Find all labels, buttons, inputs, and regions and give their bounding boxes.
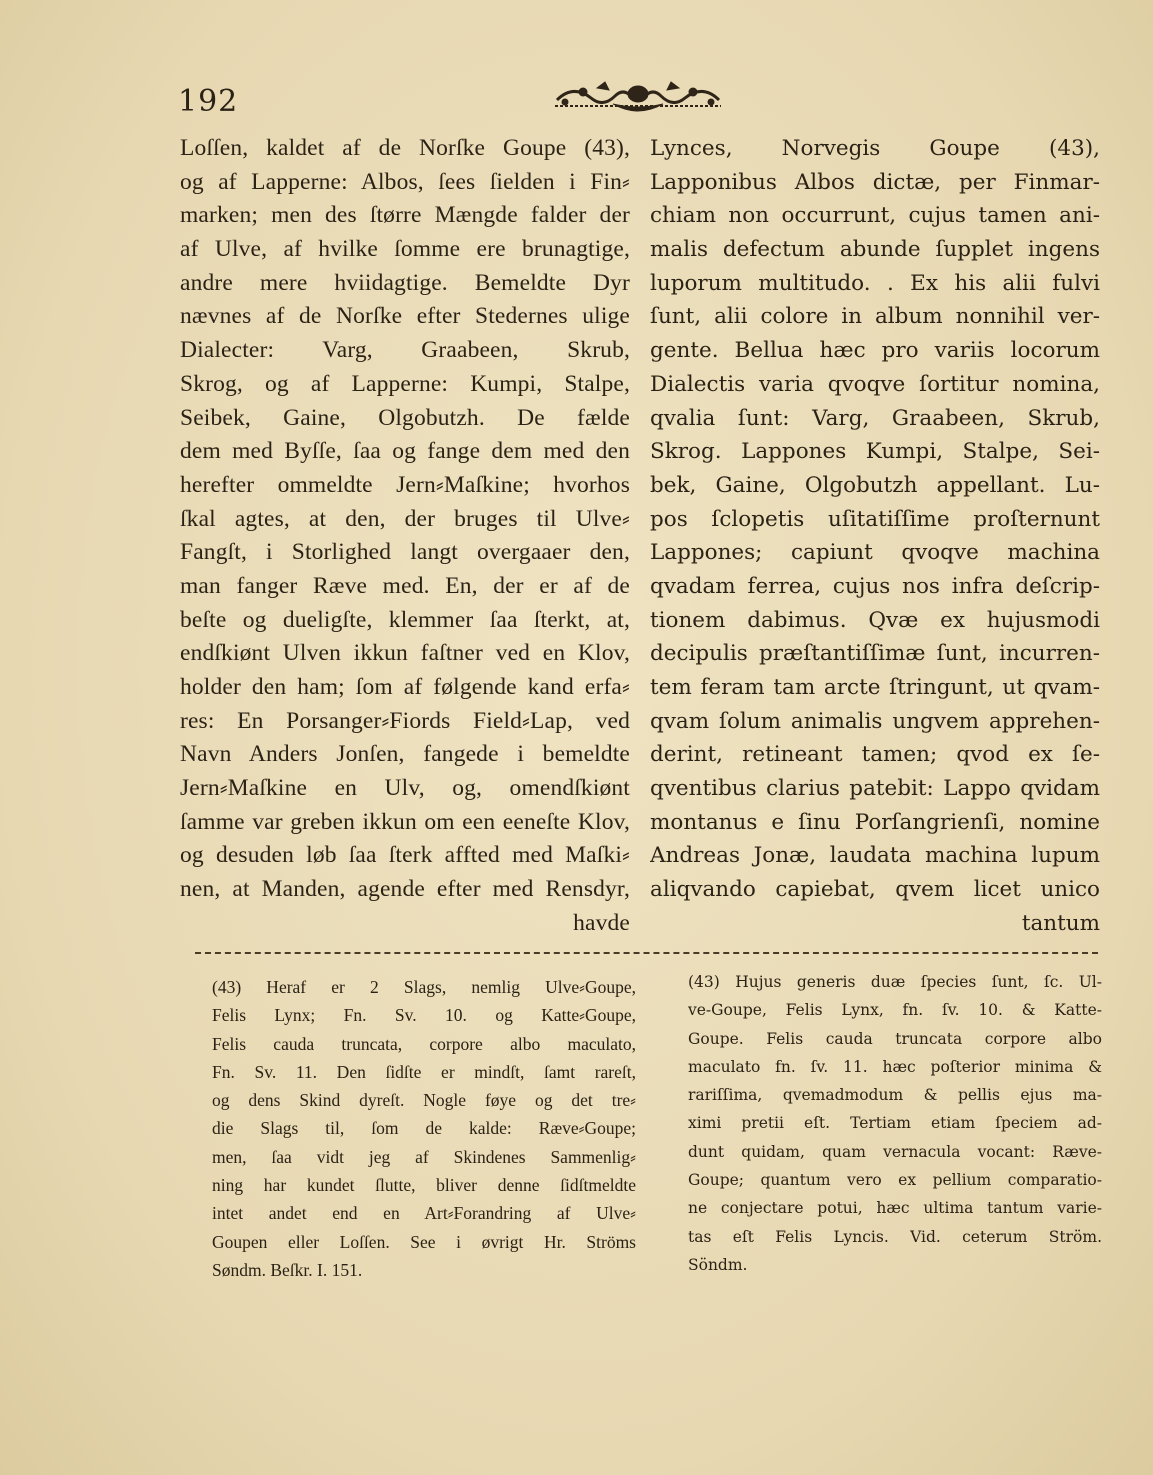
text-line: Lappones; capiunt qvoqve machina — [650, 540, 1100, 566]
text-line: derint, retineant tamen; qvod ex ſe- — [650, 742, 1100, 768]
text-line: Dialecter: Varg, Graabeen, Skrub, — [180, 337, 630, 364]
danish-footnote — [212, 973, 636, 1284]
footnote-line: og dens Skind dyreſt. Nogle føye og det tre⸗ — [212, 1090, 636, 1111]
text-line: dem med Byſſe, ſaa og fange dem med den — [180, 438, 630, 465]
text-line: nævnes af de Norſke efter Stedernes ulige — [180, 303, 630, 330]
catchword: havde — [573, 909, 630, 936]
text-line: ſunt, alii colore in album nonnihil ver- — [650, 304, 1100, 330]
footnote-line: ximi pretii eſt. Tertiam etiam ſpeciem ad- — [688, 1114, 1102, 1133]
text-line: Lapponibus Albos dictæ, per Finmar- — [650, 169, 1100, 195]
text-line: pos ſclopetis uſitatiſſime proſternunt — [650, 506, 1100, 532]
footnote-line: ve-Goupe, Felis Lynx, fn. ſv. 10. & Katte- — [688, 1001, 1102, 1020]
footnote-line: tas eſt Felis Lyncis. Vid. ceterum Ström. — [688, 1227, 1102, 1246]
footnote-line: Felis Lynx; Fn. Sv. 10. og Katte⸗Goupe, — [212, 1005, 636, 1026]
footnote-line: Söndm. — [688, 1255, 748, 1274]
text-line: montanus e ſinu Porſangrienſi, nomine — [650, 809, 1100, 835]
text-line: luporum multitudo. . Ex his alii fulvi — [650, 270, 1100, 296]
text-line: og desuden løb ſaa ſterk affted med Maſki⸗ — [180, 842, 630, 869]
text-line: tem feram tam arcte ſtringunt, ut qvam- — [650, 675, 1100, 700]
text-line: Loſſen, kaldet af de Norſke Goupe (43), — [180, 135, 630, 161]
footnote-line: men, ſaa vidt jeg af Skindenes Sammenlig⸗ — [212, 1146, 636, 1167]
text-line: ſkal agtes, at den, der bruges til Ulve⸗ — [180, 505, 630, 532]
text-line: qventibus clarius patebit: Lappo qvidam — [650, 776, 1100, 802]
text-line: herefter ommeldte Jern⸗Maſkine; hvorhos — [180, 471, 630, 498]
text-line: qvadam ferrea, cujus nos infra deſcrip- — [650, 573, 1100, 599]
text-line: Dialectis varia qvoqve ſortitur nomina, — [650, 371, 1100, 397]
text-line: holder den ham; ſom af følgende kand erfa⸗ — [180, 674, 630, 700]
text-line: Skrog. Lappones Kumpi, Stalpe, Sei- — [650, 439, 1100, 465]
footnote-line: dunt quidam, quam vernacula vocant: Ræve- — [688, 1142, 1102, 1161]
text-line: malis defectum abunde ſupplet ingens — [650, 237, 1100, 263]
footnote-line: maculato fn. ſv. 11. hæc poſterior minima & — [688, 1057, 1102, 1076]
text-line: Lynces, Norvegis Goupe (43), — [650, 136, 1100, 161]
text-line: tionem dabimus. Qvæ ex hujusmodi — [650, 607, 1100, 633]
footnote-line: Goupe; quantum vero ex pellium comparatio- — [688, 1171, 1102, 1190]
text-line: beſte og dueligſte, klemmer ſaa ſterkt, at, — [180, 606, 630, 633]
footnote-line: Felis cauda truncata, corpore albo maculato, — [212, 1033, 636, 1054]
latin-text-column — [650, 132, 1100, 941]
footnote-line: ning har kundet ſlutte, bliver denne ſidſtmeldte — [212, 1175, 636, 1196]
text-line: qvalia ſunt: Varg, Graabeen, Skrub, — [650, 405, 1100, 431]
text-line: Seibek, Gaine, Olgobutzh. De fælde — [180, 404, 630, 431]
text-line: endſkiønt Ulven ikkun faſtner ved en Klov, — [180, 640, 630, 667]
footnote-line: Søndm. Beſkr. I. 151. — [212, 1259, 363, 1280]
text-line: marken; men des ſtørre Mængde falder der — [180, 202, 630, 229]
text-line: Fangſt, i Storlighed langt overgaaer den, — [180, 539, 630, 566]
catchword: tantum — [1021, 910, 1100, 936]
footnote-line: Fn. Sv. 11. Den ſidſte er mindſt, ſamt rareſt, — [212, 1061, 636, 1082]
footnote-line: Goupe. Felis cauda truncata corpore albo — [688, 1029, 1102, 1048]
text-line: Skrog, og af Lapperne: Kumpi, Stalpe, — [180, 370, 630, 397]
text-line: bek, Gaine, Olgobutzh appellant. Lu- — [650, 472, 1100, 498]
text-line: aliqvando capiebat, qvem licet unico — [650, 877, 1100, 903]
text-line: og af Lapperne: Albos, ſees ſielden i Fin⸗ — [180, 168, 630, 195]
text-line: decipulis præſtantiſſimæ ſunt, incurren- — [650, 641, 1100, 667]
text-line: qvam ſolum animalis ungvem apprehen- — [650, 708, 1100, 734]
text-line: Navn Anders Jonſen, fangede i bemeldte — [180, 741, 630, 768]
footnote-line: intet andet end en Art⸗Forandring af Ulve⸗ — [212, 1203, 636, 1224]
footnote-line: die Slags til, ſom de kalde: Ræve⸗Goupe; — [212, 1118, 636, 1139]
footnote-line: Goupen eller Loſſen. See i øvrigt Hr. Ströms — [212, 1231, 636, 1252]
text-line: Jern⸗Maſkine en Ulv, og, omendſkiønt — [180, 775, 630, 802]
text-line: nen, at Manden, agende efter med Rensdyr, — [180, 876, 630, 903]
danish-text-column — [180, 132, 630, 941]
footnote-line: ne conjectare potui, hæc ultima tantum varie- — [688, 1199, 1102, 1218]
text-line: chiam non occurrunt, cujus tamen ani- — [650, 203, 1100, 229]
text-line: gente. Bellua hæc pro variis locorum — [650, 338, 1100, 364]
text-line: andre mere hviidagtige. Bemeldte Dyr — [180, 269, 630, 296]
page-number: 192 — [178, 84, 239, 119]
footnote-line: rariſſima, qvemadmodum & pellis ejus ma- — [688, 1086, 1102, 1105]
footnote-divider — [195, 952, 1098, 954]
latin-footnote — [688, 968, 1102, 1279]
text-line: res: En Porsanger⸗Fiords Field⸗Lap, ved — [180, 707, 630, 734]
text-line: Andreas Jonæ, laudata machina lupum — [650, 843, 1100, 869]
text-line: af Ulve, af hvilke ſomme ere brunagtige, — [180, 236, 630, 263]
decorative-ornament-icon — [553, 78, 723, 116]
footnote-line: (43) Heraf er 2 Slags, nemlig Ulve⸗Goupe, — [212, 977, 636, 997]
text-line: ſamme var greben ikkun om een eeneſte Klov, — [180, 808, 630, 835]
text-line: man fanger Ræve med. En, der er af de — [180, 572, 630, 599]
footnote-line: (43) Hujus generis duæ ſpecies ſunt, ſc. Ul- — [688, 973, 1102, 991]
